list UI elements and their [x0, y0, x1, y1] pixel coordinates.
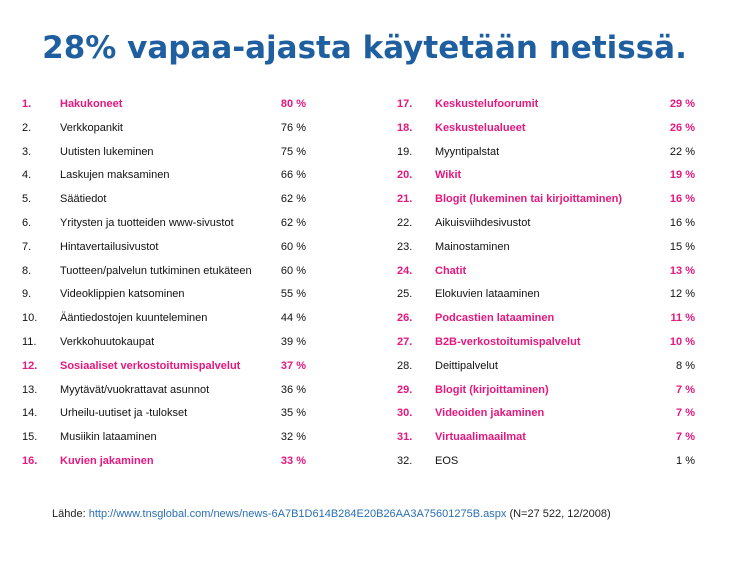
rank-number: 5. — [22, 193, 32, 206]
percentage-value: 7 % — [676, 383, 695, 396]
percentage-value: 62 % — [280, 193, 306, 206]
rank-number: 8. — [22, 264, 32, 277]
rank-number: 26. — [397, 312, 413, 325]
activity-label: EOS — [435, 454, 459, 467]
rank-number: 29. — [397, 383, 413, 396]
rank-number: 19. — [397, 145, 413, 158]
list-item — [22, 141, 332, 165]
rank-number: 4. — [22, 169, 32, 182]
source-link[interactable]: http://www.tnsglobal.com/news/news-6A7B1D614B284E20B26AA3A75601275B.aspx — [88, 508, 507, 520]
list-item — [397, 188, 707, 212]
activity-label: Tuotteen/palvelun tutkiminen etukäteen — [60, 264, 252, 277]
rank-number: 9. — [22, 288, 32, 301]
rank-number: 25. — [397, 288, 413, 301]
activity-label: Videoiden jakaminen — [435, 407, 545, 420]
rank-number: 15. — [22, 431, 38, 444]
rank-number: 14. — [22, 407, 38, 420]
activity-label: Keskustelualueet — [435, 121, 526, 134]
percentage-value: 33 % — [280, 454, 306, 467]
percentage-value: 60 % — [280, 240, 306, 253]
activity-label: Blogit (lukeminen tai kirjoittaminen) — [435, 193, 623, 206]
percentage-value: 26 % — [669, 121, 695, 134]
percentage-value: 29 % — [669, 98, 695, 110]
list-item — [397, 331, 707, 355]
rank-number: 7. — [22, 240, 32, 253]
percentage-value: 7 % — [676, 407, 695, 420]
activity-label: Keskustelufoorumit — [435, 98, 539, 110]
rank-number: 30. — [397, 407, 413, 420]
list-item — [22, 402, 332, 426]
activity-label: Aikuisviihdesivustot — [435, 216, 531, 229]
percentage-value: 16 % — [669, 193, 695, 206]
list-item — [22, 426, 332, 450]
percentage-value: 16 % — [669, 216, 695, 229]
rank-number: 1. — [22, 98, 32, 110]
list-item — [22, 283, 332, 307]
activity-label: Urheilu-uutiset ja -tulokset — [60, 407, 188, 420]
percentage-value: 32 % — [280, 431, 306, 444]
rank-number: 22. — [397, 216, 413, 229]
activity-label: Musiikin lataaminen — [60, 431, 157, 444]
percentage-value: 80 % — [280, 98, 306, 110]
list-item — [397, 236, 707, 260]
activity-label: Sosiaaliset verkostoitumispalvelut — [60, 359, 241, 372]
source-prefix: Lähde: — [52, 508, 86, 520]
rank-number: 18. — [397, 121, 413, 134]
rank-number: 3. — [22, 145, 32, 158]
activity-label: Verkkohuutokaupat — [60, 335, 155, 348]
percentage-value: 36 % — [280, 383, 306, 396]
percentage-value: 76 % — [280, 121, 306, 134]
list-item — [397, 164, 707, 188]
rank-number: 11. — [22, 335, 37, 348]
activity-label: Hakukoneet — [60, 98, 123, 110]
ranking-list-right — [397, 93, 707, 474]
rank-number: 32. — [397, 454, 413, 467]
activity-label: Elokuvien lataaminen — [435, 288, 540, 301]
list-item — [397, 379, 707, 403]
percentage-value: 1 % — [676, 454, 695, 467]
activity-label: Myyntipalstat — [435, 145, 500, 158]
rank-number: 31. — [397, 431, 413, 444]
percentage-value: 11 % — [670, 312, 695, 325]
rank-number: 10. — [22, 312, 38, 325]
activity-label: Mainostaminen — [435, 240, 510, 253]
activity-label: Podcastien lataaminen — [435, 312, 555, 325]
rank-number: 17. — [397, 98, 413, 110]
percentage-value: 13 % — [669, 264, 695, 277]
page-title: 28% vapaa-ajasta käytetään netissä. — [42, 30, 687, 66]
activity-label: Deittipalvelut — [435, 359, 498, 372]
list-item — [22, 212, 332, 236]
activity-label: Verkkopankit — [60, 121, 123, 134]
percentage-value: 19 % — [669, 169, 695, 182]
percentage-value: 12 % — [669, 288, 695, 301]
list-item — [397, 93, 707, 117]
percentage-value: 37 % — [280, 359, 306, 372]
list-item — [397, 355, 707, 379]
percentage-value: 10 % — [669, 335, 695, 348]
list-item — [397, 117, 707, 141]
activity-label: Videoklippien katsominen — [60, 288, 185, 301]
list-item — [22, 93, 332, 117]
percentage-value: 8 % — [676, 359, 695, 372]
list-item — [22, 260, 332, 284]
activity-label: Wikit — [435, 169, 462, 182]
rank-number: 21. — [397, 193, 413, 206]
list-item — [397, 212, 707, 236]
rank-number: 27. — [397, 335, 413, 348]
rank-number: 28. — [397, 359, 413, 372]
percentage-value: 66 % — [280, 169, 306, 182]
rank-number: 23. — [397, 240, 413, 253]
percentage-value: 62 % — [280, 216, 306, 229]
percentage-value: 22 % — [669, 145, 695, 158]
list-item — [22, 379, 332, 403]
rank-number: 16. — [22, 454, 38, 467]
list-item — [22, 236, 332, 260]
source-suffix: (N=27 522, 12/2008) — [509, 508, 611, 520]
list-item — [22, 188, 332, 212]
list-item — [397, 307, 707, 331]
list-item — [22, 117, 332, 141]
activity-label: Yritysten ja tuotteiden www-sivustot — [60, 216, 234, 229]
list-item — [22, 331, 332, 355]
list-item — [397, 260, 707, 284]
list-item — [397, 141, 707, 165]
list-item — [397, 402, 707, 426]
activity-label: Chatit — [435, 264, 467, 277]
activity-label: B2B-verkostoitumispalvelut — [435, 335, 581, 348]
rank-number: 20. — [397, 169, 413, 182]
list-item — [397, 450, 707, 474]
activity-label: Hintavertailusivustot — [60, 240, 159, 253]
list-item — [22, 450, 332, 474]
rank-number: 6. — [22, 216, 32, 229]
activity-label: Uutisten lukeminen — [60, 145, 154, 158]
list-item — [22, 164, 332, 188]
percentage-value: 35 % — [280, 407, 306, 420]
activity-label: Kuvien jakaminen — [60, 454, 154, 467]
activity-label: Virtuaalimaailmat — [435, 431, 526, 444]
rank-number: 2. — [22, 121, 32, 134]
rank-number: 24. — [397, 264, 413, 277]
activity-label: Ääntiedostojen kuunteleminen — [60, 312, 208, 325]
activity-label: Säätiedot — [60, 193, 107, 206]
rank-number: 13. — [22, 383, 38, 396]
percentage-value: 39 % — [280, 335, 306, 348]
list-item — [397, 283, 707, 307]
rank-number: 12. — [22, 359, 38, 372]
list-item — [22, 355, 332, 379]
percentage-value: 75 % — [280, 145, 306, 158]
percentage-value: 15 % — [669, 240, 695, 253]
activity-label: Myytävät/vuokrattavat asunnot — [60, 383, 210, 396]
ranking-list-left — [22, 93, 332, 474]
source-line — [52, 508, 611, 520]
list-item — [22, 307, 332, 331]
percentage-value: 44 % — [280, 312, 306, 325]
activity-label: Blogit (kirjoittaminen) — [435, 383, 549, 396]
percentage-value: 55 % — [280, 288, 306, 301]
list-item — [397, 426, 707, 450]
percentage-value: 7 % — [676, 431, 695, 444]
activity-label: Laskujen maksaminen — [60, 169, 170, 182]
percentage-value: 60 % — [280, 264, 306, 277]
